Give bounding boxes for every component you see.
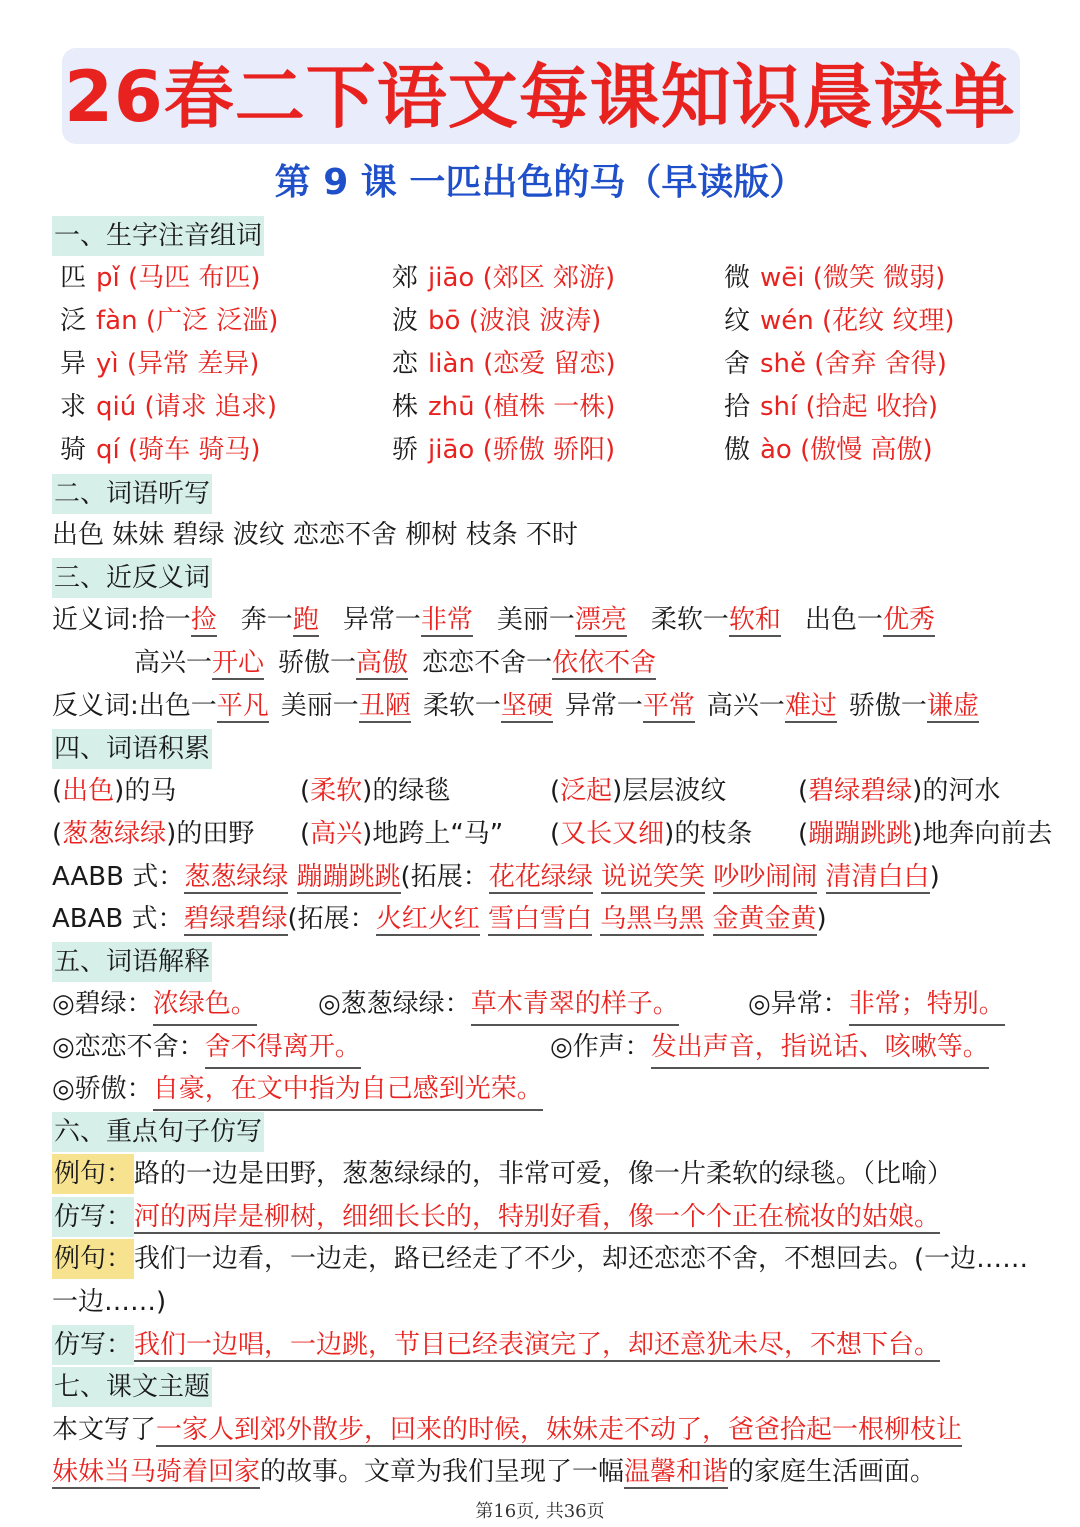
character: 匹 — [60, 263, 87, 293]
synonym-label: 近义词: — [52, 605, 139, 635]
section-heading-sentences: 六、重点句子仿写 — [52, 1112, 264, 1152]
antonym-label: 反义词: — [52, 691, 139, 721]
example-tag: 例句： — [52, 1154, 134, 1194]
section-heading-synonyms: 三、近反义词 — [52, 558, 212, 598]
definition-entry — [52, 1027, 361, 1067]
pair-answer: 捡 — [190, 605, 217, 635]
word-group: (郊区 郊游) — [482, 263, 616, 293]
accumulation-answer: 碧绿碧绿 — [808, 776, 913, 806]
pinyin: fàn — [96, 306, 138, 336]
word-pair — [849, 686, 979, 726]
abab-label: ABAB 式： — [52, 904, 184, 934]
example-text: 路的一边是田野，葱葱绿绿的，非常可爱，像一片柔软的绿毯。（比喻） — [134, 1159, 954, 1189]
accumulation-item: (柔软)的绿毯 — [300, 776, 451, 806]
abab-extension-label: (拓展： — [287, 904, 376, 934]
abab-extension-items — [376, 904, 817, 936]
pair-answer: 非常 — [420, 605, 473, 635]
character: 恋 — [392, 349, 419, 379]
accumulation-item: (高兴)地跨上“马” — [300, 819, 504, 849]
character-entry — [724, 430, 933, 470]
word-group: (傲慢 高傲) — [800, 435, 933, 465]
pair-answer: 优秀 — [882, 605, 935, 635]
pinyin: wén — [760, 306, 814, 336]
pinyin: qiú — [96, 392, 137, 422]
character-entry — [60, 430, 261, 470]
word-group: (马匹 布匹) — [128, 263, 261, 293]
pair-answer: 跑 — [292, 605, 319, 635]
theme-answer: 一家人到郊外散步，回来的时候，妹妹走不动了，爸爸拾起一根柳枝让 — [156, 1415, 963, 1445]
character-entry — [724, 301, 955, 341]
character-entry — [60, 301, 278, 341]
pair-key: 骄傲一 — [848, 691, 927, 721]
accumulation-answer: 出色 — [62, 776, 115, 806]
aabb-extension-items — [489, 862, 930, 894]
definition-meaning: 草木青翠的样子。 — [471, 984, 679, 1026]
definition-term: ◎碧绿： — [52, 989, 153, 1019]
character: 傲 — [724, 435, 751, 465]
pinyin: shě — [760, 349, 807, 379]
aabb-answer: 葱葱绿绿 — [184, 862, 289, 892]
word-pair — [134, 643, 264, 683]
definition-entry — [550, 1027, 989, 1067]
pinyin: bō — [428, 306, 461, 336]
word-group: (骄傲 骄阳) — [482, 435, 616, 465]
accumulation-text: )的马 — [114, 776, 177, 806]
word-pair — [805, 600, 935, 640]
theme-answer: 妹妹当马骑着回家 — [52, 1457, 261, 1487]
definition-entry — [52, 984, 257, 1024]
pair-key: 奔一 — [240, 605, 293, 635]
definition-meaning: 自豪，在文中指为自己感到光荣。 — [153, 1069, 543, 1111]
antonym-pairs — [139, 691, 979, 721]
theme-line-1 — [52, 1410, 1060, 1450]
word-pair — [241, 600, 319, 640]
word-group: (骑车 骑马) — [128, 435, 261, 465]
imitation-sentence-1 — [52, 1197, 1060, 1237]
antonym-row — [52, 686, 1060, 726]
section-heading-accumulation: 四、词语积累 — [52, 729, 212, 769]
word-pair — [139, 686, 269, 726]
word-group: (拾起 收拾) — [805, 392, 939, 422]
imitation-sentence-2 — [52, 1325, 1060, 1365]
character: 异 — [60, 349, 87, 379]
pair-answer: 高傲 — [356, 648, 409, 678]
imitation-text: 我们一边唱，一边跳，节目已经表演完了，却还意犹未尽，不想下台。 — [134, 1330, 941, 1360]
pinyin: jiāo — [428, 263, 475, 293]
accumulation-answer: 高兴 — [310, 819, 363, 849]
character-entry — [60, 387, 277, 427]
synonym-row-1 — [52, 600, 1060, 640]
abab-close: ) — [816, 904, 827, 934]
pair-key: 骄傲一 — [278, 648, 357, 678]
theme-text: 的家庭生活画面。 — [728, 1457, 937, 1487]
definition-term: ◎作声： — [550, 1032, 651, 1062]
word-group: (花纹 纹理) — [822, 306, 955, 336]
character: 舍 — [724, 349, 751, 379]
pair-answer: 平凡 — [216, 691, 269, 721]
word-group: (请求 追求) — [144, 392, 278, 422]
pair-key: 美丽一 — [280, 691, 359, 721]
word-group: (植株 一株) — [482, 392, 616, 422]
word-pair — [651, 600, 781, 640]
dictation-words: 出色 妹妹 碧绿 波纹 恋恋不舍 柳树 枝条 不时 — [52, 520, 578, 550]
imitation-text: 河的两岸是柳树，细细长长的，特别好看，像一个个正在梳妆的姑娘。 — [134, 1202, 941, 1232]
character: 郊 — [392, 263, 419, 293]
section-heading-characters: 一、生字注音组词 — [52, 216, 264, 256]
pair-key: 高兴一 — [134, 648, 213, 678]
word-pair — [281, 686, 411, 726]
pinyin: liàn — [428, 349, 475, 379]
section-heading-theme: 七、课文主题 — [52, 1367, 212, 1407]
pair-key: 异常一 — [564, 691, 643, 721]
pair-answer: 谦虚 — [926, 691, 979, 721]
imitation-tag: 仿写： — [52, 1325, 134, 1365]
pair-key: 出色一 — [804, 605, 883, 635]
definition-meaning: 非常；特别。 — [849, 984, 1005, 1026]
pinyin: qí — [96, 435, 120, 465]
extension-word: 清清白白 — [825, 862, 930, 892]
lesson-subtitle: 第 9 课 一匹出色的马（早读版） — [274, 162, 806, 203]
pinyin: shí — [760, 392, 798, 422]
pair-key: 美丽一 — [496, 605, 575, 635]
theme-line-2 — [52, 1452, 1060, 1492]
word-group: (异常 差异) — [126, 349, 260, 379]
word-group: (波浪 波涛) — [468, 306, 602, 336]
character-entry — [392, 430, 615, 470]
definition-term: ◎葱葱绿绿： — [318, 989, 471, 1019]
example-text: 我们一边看，一边走，路已经走了不少，却还恋恋不舍，不想回去。(一边…… — [134, 1244, 1029, 1274]
aabb-extension-label: (拓展： — [400, 862, 489, 892]
pair-key: 出色一 — [138, 691, 217, 721]
page-title: 26春二下语文每课知识晨读单 — [64, 56, 1016, 138]
character: 拾 — [724, 392, 751, 422]
accumulation-text: )地奔向前去 — [912, 819, 1053, 849]
synonym-row-2 — [134, 643, 1060, 683]
character-entry — [392, 258, 615, 298]
pair-answer: 坚硬 — [500, 691, 553, 721]
word-group: (微笑 微弱) — [812, 263, 946, 293]
page-footer: 第16页, 共36页 — [475, 1501, 605, 1522]
accumulation-item: (泛起)层层波纹 — [550, 776, 727, 806]
definition-meaning: 发出声音，指说话、咳嗽等。 — [651, 1027, 989, 1069]
accumulation-answer: 葱葱绿绿 — [62, 819, 167, 849]
pair-key: 高兴一 — [706, 691, 785, 721]
synonym-pairs — [139, 605, 935, 635]
character-entry — [60, 344, 259, 384]
imitation-tag: 仿写： — [52, 1197, 134, 1237]
theme-text: 本文写了 — [52, 1415, 157, 1445]
extension-word: 花花绿绿 — [488, 862, 593, 892]
word-pair — [139, 600, 217, 640]
extension-word: 金黄金黄 — [712, 904, 817, 934]
example-sentence-1 — [52, 1154, 1060, 1194]
word-group: (舍弃 舍得) — [814, 349, 947, 379]
word-pair — [422, 643, 656, 683]
character-entry — [392, 301, 601, 341]
definition-meaning: 浓绿色。 — [153, 984, 257, 1026]
definition-term: ◎恋恋不舍： — [52, 1032, 205, 1062]
abab-row — [52, 899, 1060, 939]
section-heading-definitions: 五、词语解释 — [52, 942, 212, 982]
example-sentence-2 — [52, 1239, 1060, 1279]
aabb-answer: 蹦蹦跳跳 — [296, 862, 401, 892]
aabb-row — [52, 857, 1060, 897]
character: 泛 — [60, 306, 87, 336]
accumulation-item: (碧绿碧绿)的河水 — [798, 776, 1001, 806]
definition-entry — [748, 984, 1005, 1024]
accumulation-answer: 又长又细 — [560, 819, 665, 849]
word-pair — [707, 686, 837, 726]
character: 纹 — [724, 306, 751, 336]
pair-key: 恋恋不舍一 — [422, 648, 553, 678]
accumulation-answer: 泛起 — [560, 776, 613, 806]
character: 求 — [60, 392, 87, 422]
definition-entry — [52, 1069, 543, 1109]
pair-answer: 平常 — [642, 691, 695, 721]
word-pair — [565, 686, 695, 726]
pinyin: ào — [760, 435, 792, 465]
word-pair — [423, 686, 553, 726]
definition-meaning: 舍不得离开。 — [205, 1027, 361, 1069]
definition-term: ◎异常： — [748, 989, 849, 1019]
character-entry — [392, 387, 615, 427]
example-tag: 例句： — [52, 1239, 134, 1279]
accumulation-item: (葱葱绿绿)的田野 — [52, 819, 255, 849]
accumulation-text: )层层波纹 — [612, 776, 727, 806]
accumulation-text: )地跨上“马” — [362, 819, 504, 849]
definition-entry — [318, 984, 679, 1024]
character: 微 — [724, 263, 751, 293]
character-entry — [724, 387, 938, 427]
accumulation-answer: 蹦蹦跳跳 — [808, 819, 913, 849]
extension-word: 吵吵闹闹 — [713, 862, 818, 892]
extension-word: 说说笑笑 — [600, 862, 705, 892]
definition-term: ◎骄傲： — [52, 1074, 153, 1104]
section-heading-dictation: 二、词语听写 — [52, 474, 212, 514]
accumulation-answer: 柔软 — [310, 776, 363, 806]
extension-word: 火红火红 — [375, 904, 480, 934]
accumulation-text: )的田野 — [166, 819, 255, 849]
character: 骑 — [60, 435, 87, 465]
pinyin: yì — [96, 349, 119, 379]
pair-key: 柔软一 — [422, 691, 501, 721]
aabb-close: ) — [929, 862, 940, 892]
pair-answer: 漂亮 — [574, 605, 627, 635]
pair-key: 柔软一 — [650, 605, 729, 635]
character-entry — [724, 344, 947, 384]
pinyin: pǐ — [96, 263, 120, 293]
character: 波 — [392, 306, 419, 336]
accumulation-item: (蹦蹦跳跳)地奔向前去 — [798, 819, 1053, 849]
theme-text: 的故事。文章为我们呈现了一幅 — [260, 1457, 625, 1487]
accumulation-item: (又长又细)的枝条 — [550, 819, 753, 849]
pair-key: 拾一 — [138, 605, 191, 635]
accumulation-text: )的枝条 — [664, 819, 753, 849]
aabb-label: AABB 式： — [52, 862, 185, 892]
abab-answer: 碧绿碧绿 — [183, 904, 288, 934]
character-entry — [392, 344, 616, 384]
pinyin: wēi — [760, 263, 805, 293]
pair-answer: 难过 — [784, 691, 837, 721]
word-pair — [343, 600, 473, 640]
pair-key: 异常一 — [342, 605, 421, 635]
extension-word: 乌黑乌黑 — [600, 904, 705, 934]
word-pair — [278, 643, 408, 683]
accumulation-item: (出色)的马 — [52, 776, 177, 806]
character-entry — [60, 258, 261, 298]
character-entry — [724, 258, 945, 298]
word-pair — [497, 600, 627, 640]
pair-answer: 依依不舍 — [552, 648, 657, 678]
character: 骄 — [392, 435, 419, 465]
character: 株 — [392, 392, 419, 422]
word-group: (恋爱 留恋) — [483, 349, 616, 379]
pinyin: zhū — [428, 392, 475, 422]
pair-answer: 软和 — [728, 605, 781, 635]
theme-answer: 温馨和谐 — [624, 1457, 729, 1487]
accumulation-text: )的河水 — [912, 776, 1001, 806]
word-group: (广泛 泛滥) — [145, 306, 279, 336]
synonym-pairs — [134, 648, 656, 678]
accumulation-text: )的绿毯 — [362, 776, 451, 806]
example-sentence-2-continued: 一边……) — [52, 1287, 167, 1317]
extension-word: 雪白雪白 — [487, 904, 592, 934]
pair-answer: 开心 — [212, 648, 265, 678]
pinyin: jiāo — [428, 435, 475, 465]
pair-answer: 丑陋 — [358, 691, 411, 721]
